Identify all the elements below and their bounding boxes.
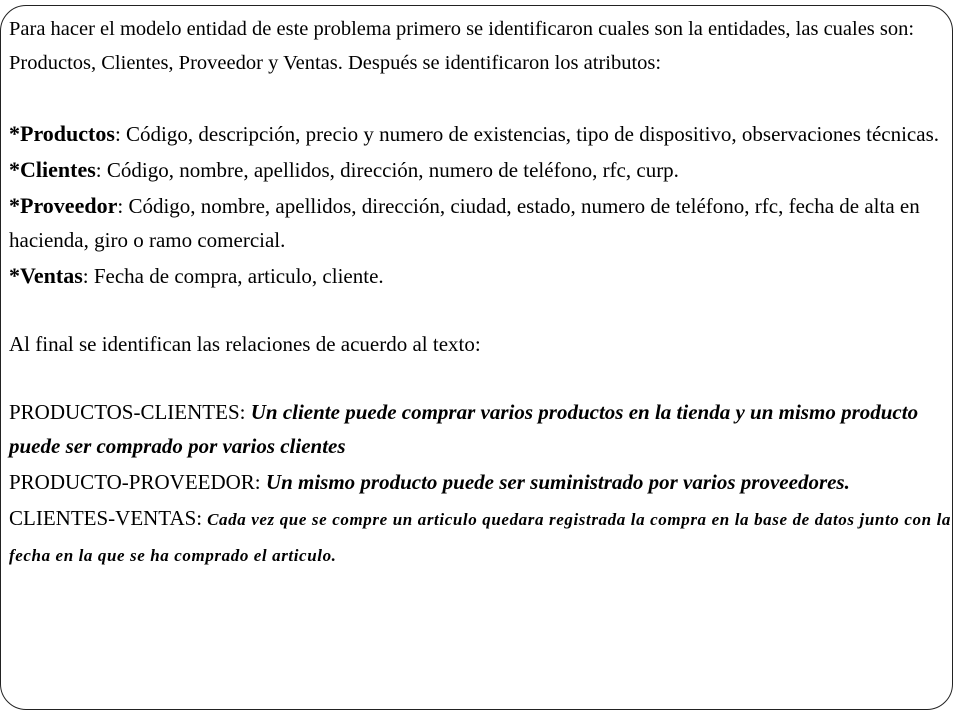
attribute-list-clientes: Código, nombre, apellidos, dirección, numero de teléfono, rfc, curp. bbox=[101, 158, 679, 182]
relation-description: Un cliente puede comprar varios productos en la tienda y un mismo producto puede ser comprado por varios clientes bbox=[9, 400, 919, 458]
relation-productos-clientes bbox=[9, 395, 951, 463]
relation-description: Cada vez que se compre un articulo quedara registrada la compra en la base de datos junto con la fecha en la que se ha comprado el articulo. bbox=[9, 510, 951, 565]
attribute-list-proveedor: Código, nombre, apellidos, dirección, ciudad, estado, numero de teléfono, rfc, fecha de alta en hacienda, giro o ramo comercial. bbox=[9, 194, 920, 252]
entity-name-productos: *Productos bbox=[9, 121, 115, 146]
attribute-clientes bbox=[9, 153, 951, 187]
attribute-list-ventas: Fecha de compra, articulo, cliente. bbox=[88, 264, 384, 288]
entity-name-ventas: *Ventas bbox=[9, 263, 83, 288]
attribute-separator: : bbox=[95, 158, 102, 182]
entity-name-clientes: *Clientes bbox=[9, 157, 96, 182]
relation-name: PRODUCTO-PROVEEDOR: bbox=[9, 470, 261, 494]
attribute-separator: : bbox=[82, 264, 89, 288]
attribute-ventas bbox=[9, 259, 951, 293]
attribute-productos bbox=[9, 117, 951, 151]
attribute-separator: : bbox=[117, 194, 124, 218]
relation-producto-proveedor bbox=[9, 465, 951, 499]
entity-name-proveedor: *Proveedor bbox=[9, 193, 118, 218]
relation-name: CLIENTES-VENTAS: bbox=[9, 506, 203, 530]
attribute-list-productos: Código, descripción, precio y numero de existencias, tipo de dispositivo, observaciones técnicas. bbox=[120, 122, 939, 146]
slide-content bbox=[9, 12, 951, 575]
attribute-separator: : bbox=[114, 122, 121, 146]
relations-intro: Al final se identifican las relaciones de acuerdo al texto: bbox=[9, 332, 481, 356]
intro-paragraph: Para hacer el modelo entidad de este problema primero se identificaron cuales son la entidades, las cuales son: Productos, Clientes, Proveedor y Ventas. Después se identificaron los atributos: bbox=[9, 18, 915, 74]
relation-description: Un mismo producto puede ser suministrado por varios proveedores. bbox=[260, 470, 850, 494]
relation-name: PRODUCTOS-CLIENTES: bbox=[9, 400, 246, 424]
relation-clientes-ventas bbox=[9, 501, 951, 573]
attribute-proveedor bbox=[9, 189, 951, 257]
